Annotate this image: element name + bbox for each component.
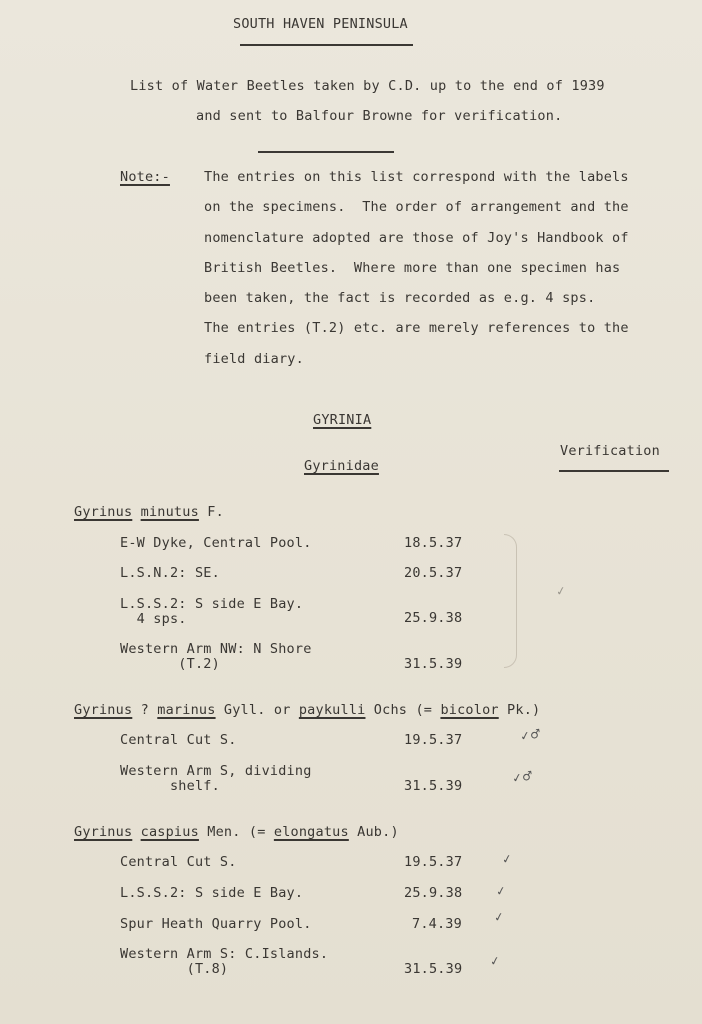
authority: Aub.) bbox=[348, 824, 399, 840]
query-mark: ? bbox=[132, 702, 158, 718]
intro-divider bbox=[258, 151, 394, 153]
note-line: on the specimens. The order of arrangement and the bbox=[204, 199, 629, 215]
verification-mark: ✓♂ bbox=[518, 726, 542, 744]
authority: Pk.) bbox=[498, 702, 541, 718]
verification-mark: ✓♂ bbox=[510, 768, 534, 786]
record-location-cont: shelf. bbox=[120, 778, 220, 794]
synonym-epithet: bicolor bbox=[440, 702, 499, 718]
record-date: 25.9.38 bbox=[404, 610, 463, 626]
record-location: L.S.S.2: S side E Bay. bbox=[120, 885, 304, 901]
record-location-cont: (T.2) bbox=[120, 656, 220, 672]
family-heading: Gyrinidae bbox=[304, 458, 379, 474]
record-date: 20.5.37 bbox=[404, 565, 463, 581]
record-location: Western Arm NW: N Shore bbox=[120, 641, 312, 657]
record-date: 18.5.37 bbox=[404, 535, 463, 551]
record-location: L.S.S.2: S side E Bay. bbox=[120, 596, 304, 612]
alternate-epithet: paykulli bbox=[298, 702, 366, 718]
genus-name: Gyrinus bbox=[74, 824, 133, 840]
record-date: 31.5.39 bbox=[404, 961, 463, 977]
record-location-cont: 4 sps. bbox=[120, 611, 187, 627]
authority: Men. (= bbox=[198, 824, 274, 840]
authority: Gyll. or bbox=[215, 702, 299, 718]
species-epithet: minutus bbox=[140, 504, 199, 520]
authority: F. bbox=[198, 504, 224, 520]
genus-name: Gyrinus bbox=[74, 702, 133, 718]
record-location-cont: (T.8) bbox=[120, 961, 229, 977]
record-location: Western Arm S: C.Islands. bbox=[120, 946, 329, 962]
record-location: Central Cut S. bbox=[120, 854, 237, 870]
verification-mark: ✓ bbox=[500, 851, 514, 867]
note-line: The entries on this list correspond with the labels bbox=[204, 169, 629, 185]
record-date: 31.5.39 bbox=[404, 656, 463, 672]
verification-underline bbox=[559, 470, 669, 472]
record-date: 19.5.37 bbox=[404, 732, 463, 748]
section-group-heading: GYRINIA bbox=[313, 412, 372, 428]
record-date: 19.5.37 bbox=[404, 854, 463, 870]
note-line: The entries (T.2) etc. are merely references to the bbox=[204, 320, 629, 336]
species-epithet: marinus bbox=[157, 702, 216, 718]
intro-line-1: List of Water Beetles taken by C.D. up to the end of 1939 bbox=[130, 78, 605, 94]
record-location: Western Arm S, dividing bbox=[120, 763, 312, 779]
note-line: been taken, the fact is recorded as e.g. 4 sps. bbox=[204, 290, 596, 306]
note-line: field diary. bbox=[204, 351, 304, 367]
species-heading bbox=[74, 824, 399, 840]
note-label: Note:- bbox=[120, 169, 170, 185]
record-date: 7.4.39 bbox=[412, 916, 462, 932]
page-title: SOUTH HAVEN PENINSULA bbox=[233, 16, 408, 32]
record-date: 31.5.39 bbox=[404, 778, 463, 794]
note-line: British Beetles. Where more than one specimen has bbox=[204, 260, 621, 276]
verification-mark: ✓ bbox=[488, 953, 502, 969]
intro-line-2: and sent to Balfour Browne for verification. bbox=[196, 108, 563, 124]
species-heading bbox=[74, 702, 540, 718]
record-date: 25.9.38 bbox=[404, 885, 463, 901]
verification-column-heading: Verification bbox=[560, 443, 660, 459]
title-underline bbox=[240, 44, 413, 46]
synonym-epithet: elongatus bbox=[273, 824, 349, 840]
record-location: L.S.N.2: SE. bbox=[120, 565, 220, 581]
record-location: Spur Heath Quarry Pool. bbox=[120, 916, 312, 932]
record-location: Central Cut S. bbox=[120, 732, 237, 748]
note-line: nomenclature adopted are those of Joy's Handbook of bbox=[204, 230, 629, 246]
species-heading bbox=[74, 504, 224, 520]
verification-mark: ✓ bbox=[494, 883, 508, 899]
record-location: E-W Dyke, Central Pool. bbox=[120, 535, 312, 551]
pencil-check-mark: ✓ bbox=[554, 583, 568, 599]
verification-mark: ✓ bbox=[492, 909, 506, 925]
genus-name: Gyrinus bbox=[74, 504, 133, 520]
pencil-bracket bbox=[504, 534, 517, 668]
species-epithet: caspius bbox=[140, 824, 199, 840]
authority: Ochs (= bbox=[365, 702, 441, 718]
